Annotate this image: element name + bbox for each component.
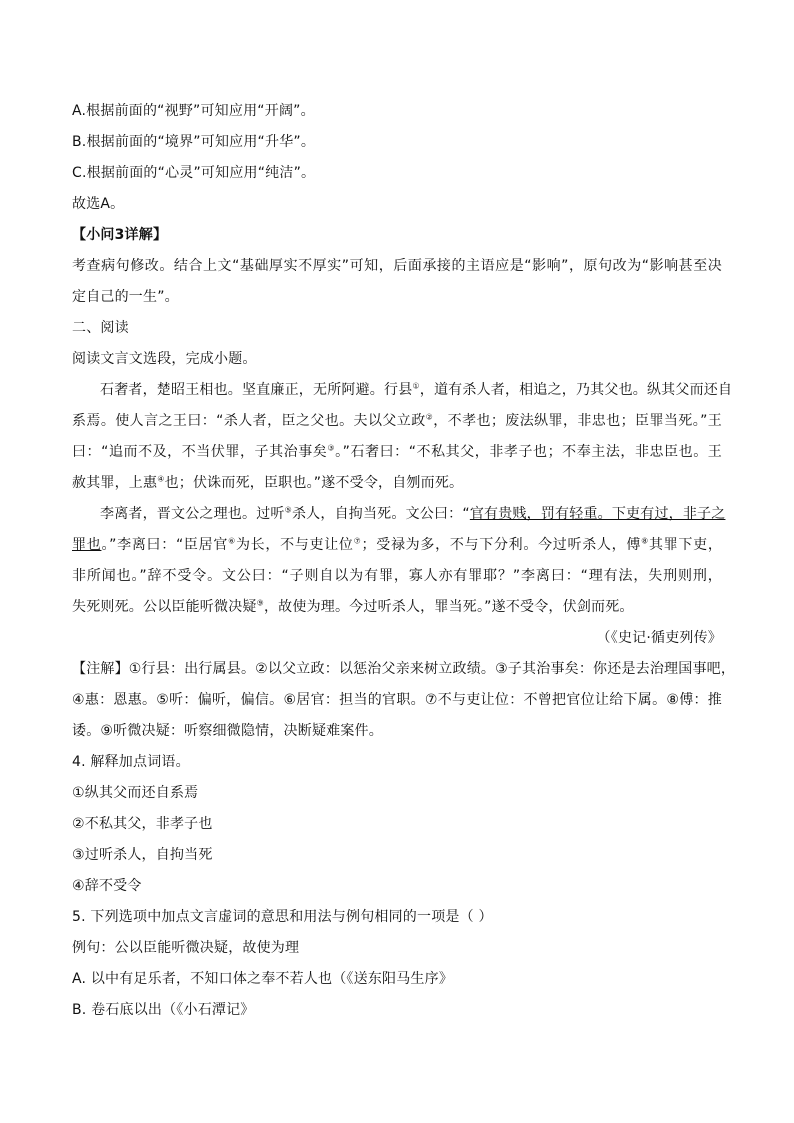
q5-option-b: B. 卷石底以出（《小石潭记》 xyxy=(72,1002,255,1018)
q4-item: ②不私其父，非孝子也 xyxy=(72,816,213,832)
q3-explanation-line: 考查病句修改。结合上文“基础厚实不厚实”可知，后面承接的主语应是“影响”，原句改为“影响甚至决 xyxy=(72,258,722,274)
option-c: C.根据前面的“心灵”可知应用“纯洁”。 xyxy=(72,165,316,181)
notes-line: ④惠：恩惠。⑤听：偏听，偏信。⑥居官：担当的官职。⑦不与吏让位：不曾把官位让给下属。⑧傅：推 xyxy=(72,692,722,708)
section-title: 二、阅读 xyxy=(72,320,129,336)
footnote-mark: ⑨ xyxy=(256,598,264,608)
passage2-line: 罪也。”李离曰：“臣居官⑥为长，不与吏让位⑦；受禄为多，不与下分利。今过听杀人，傅⑧其罪下吏， xyxy=(72,536,723,553)
footnote-mark: ⑦ xyxy=(353,536,362,546)
passage1-line: 赦其罪，上惠④也；伏诛而死，臣职也。”遂不受令，自刎而死。 xyxy=(72,474,464,491)
underlined-sentence: 罪也 xyxy=(72,537,102,553)
q5-option-a: A. 以中有足乐者，不知口体之奉不若人也（《送东阳马生序》 xyxy=(72,971,454,987)
passage1-line: 曰：“追而不及，不当伏罪，子其治事矣③。”石奢曰：“不私其父，非孝子也；不奉主法，非忠臣也。王 xyxy=(72,443,722,460)
passage1-line: 系焉。使人言之王曰：“杀人者，臣之父也。夫以父立政②，不孝也；废法纵罪，非忠也；臣罪当死。”王 xyxy=(72,412,722,429)
footnote-mark: ④ xyxy=(157,474,165,484)
passage1-line: 石奢者，楚昭王相也。坚直廉正，无所阿避。行县①，道有杀人者，相追之，乃其父也。纵其父而还自 xyxy=(100,381,733,398)
footnote-mark: ② xyxy=(425,412,434,422)
option-a: A.根据前面的“视野”可知应用“开阔”。 xyxy=(72,103,315,119)
answer-line: 故选A。 xyxy=(72,196,125,212)
footnote-mark: ⑥ xyxy=(228,536,236,546)
passage2-line: 非所闻也。”辞不受令。文公曰：“子则自以为有罪，寡人亦有罪耶？”李离曰：“理有法，失刑则刑， xyxy=(72,568,722,584)
footnote-mark: ⑤ xyxy=(284,505,292,515)
q4-stem: 4. 解释加点词语。 xyxy=(72,754,190,770)
footnote-mark: ③ xyxy=(327,443,336,453)
q5-stem: 5. 下列选项中加点文言虚词的意思和用法与例句相同的一项是（ ） xyxy=(72,909,493,925)
underlined-sentence: 官有贵贱，罚有轻重。下吏有过，非子之 xyxy=(469,506,726,522)
notes-line: 【注解】①行县：出行属县。②以父立政：以惩治父亲来树立政绩。③子其治事矣：你还是去治理国事吧， xyxy=(72,661,736,677)
notes-line: 诿。⑨听微决疑：听察细微隐情，决断疑难案件。 xyxy=(72,723,383,739)
q3-explanation-line: 定自己的一生”。 xyxy=(72,289,179,305)
passage2-line: 李离者，晋文公之理也。过听⑤杀人，自拘当死。文公曰：“官有贵贱，罚有轻重。下吏有过，非子之 xyxy=(100,505,726,522)
q4-item: ④辞不受令 xyxy=(72,878,142,894)
source-citation: （《史记·循吏列传》 xyxy=(596,630,722,646)
footnote-mark: ⑧ xyxy=(641,536,649,546)
option-b: B.根据前面的“境界”可知应用“升华”。 xyxy=(72,134,316,150)
footnote-mark: ① xyxy=(412,381,420,391)
q3-heading: 【小问3详解】 xyxy=(72,227,168,243)
document-page xyxy=(72,96,736,1026)
q4-item: ①纵其父而还自系焉 xyxy=(72,785,199,801)
q5-example: 例句：公以臣能听微决疑，故使为理 xyxy=(72,940,300,956)
passage2-line: 失死则死。公以臣能听微决疑⑨，故使为理。今过听杀人，罪当死。”遂不受令，伏剑而死。 xyxy=(72,598,634,615)
section-instruction: 阅读文言文选段，完成小题。 xyxy=(72,351,257,367)
q4-item: ③过听杀人，自拘当死 xyxy=(72,847,213,863)
